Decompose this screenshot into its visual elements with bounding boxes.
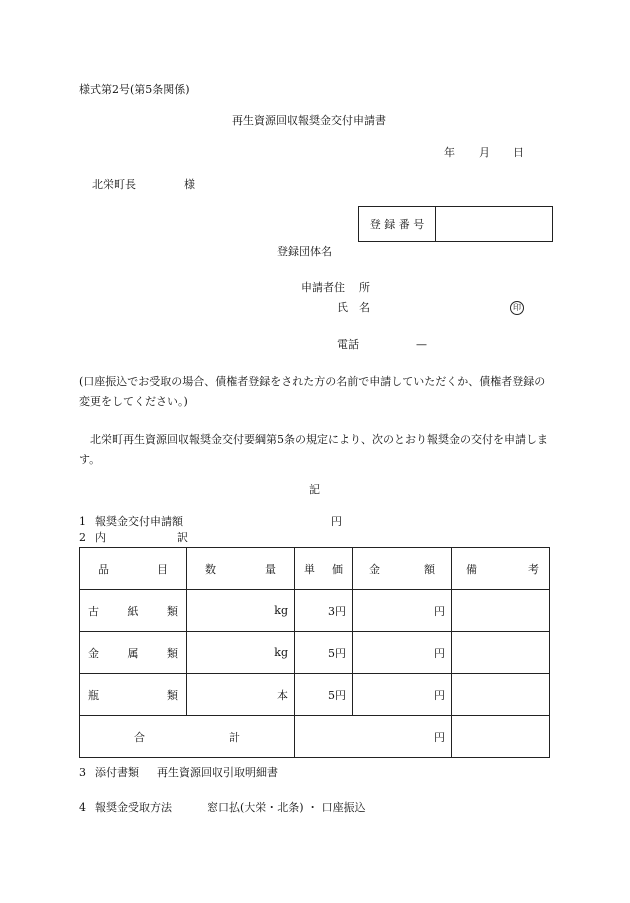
applicant-address-suffix: 所 bbox=[359, 281, 370, 294]
row-item-char: 瓶 bbox=[88, 688, 99, 702]
total-label-char-1: 合 bbox=[134, 730, 145, 744]
row-unit-price: 5円 bbox=[295, 674, 353, 716]
addressee-honorific: 様 bbox=[184, 178, 195, 191]
header-amount bbox=[353, 548, 452, 590]
table-total-row bbox=[80, 716, 550, 758]
row-remarks-field[interactable] bbox=[452, 674, 550, 716]
applicant-name-label-2: 名 bbox=[359, 301, 370, 314]
total-amount-field[interactable]: 円 bbox=[295, 716, 452, 758]
header-item bbox=[80, 548, 187, 590]
registration-number-field[interactable] bbox=[436, 207, 553, 242]
item4-options: 窓口払(大栄・北条) ・ 口座振込 bbox=[207, 801, 366, 814]
seal-mark-glyph: 印 bbox=[510, 301, 524, 315]
header-quantity-char-2: 量 bbox=[265, 562, 276, 576]
header-unit-price-char-1: 単 bbox=[304, 562, 315, 576]
row-quantity-field[interactable]: 本 bbox=[187, 674, 295, 716]
item4-number: 4 bbox=[79, 801, 86, 814]
registration-number-label: 登 録 番 号 bbox=[359, 207, 436, 242]
row-amount-field[interactable]: 円 bbox=[353, 632, 452, 674]
header-item-char-1: 品 bbox=[98, 562, 109, 576]
item1-label: 報奨金交付申請額 bbox=[95, 515, 183, 528]
row-quantity-field[interactable]: kg bbox=[187, 590, 295, 632]
application-body-text bbox=[79, 430, 555, 470]
row-amount-field[interactable]: 円 bbox=[353, 674, 452, 716]
org-name-label: 登録団体名 bbox=[277, 245, 332, 258]
header-amount-char-1: 金 bbox=[369, 562, 380, 576]
registration-number-box bbox=[358, 206, 553, 242]
applicant-name-label-1: 氏 bbox=[337, 301, 348, 314]
item3-label: 添付書類 bbox=[95, 766, 139, 779]
item2-label-b: 訳 bbox=[177, 531, 188, 544]
body-text-content: 北栄町再生資源回収報奨金交付要綱第5条の規定により、次のとおり報奨金の交付を申請します。 bbox=[79, 433, 548, 466]
header-item-char-2: 目 bbox=[157, 562, 168, 576]
table-row bbox=[80, 632, 550, 674]
row-unit-price: 3円 bbox=[295, 590, 353, 632]
applicant-address-label: 申請者住 bbox=[301, 281, 345, 294]
date-year: 年 bbox=[444, 146, 455, 159]
header-remarks bbox=[452, 548, 550, 590]
row-quantity-field[interactable]: kg bbox=[187, 632, 295, 674]
document-title: 再生資源回収報奨金交付申請書 bbox=[232, 114, 386, 127]
item4-label: 報奨金受取方法 bbox=[95, 801, 172, 814]
item3-value: 再生資源回収引取明細書 bbox=[157, 766, 278, 779]
row-item-char: 類 bbox=[167, 688, 178, 702]
phone-label: 電話 bbox=[337, 338, 359, 351]
addressee-name: 北栄町長 bbox=[92, 178, 136, 191]
row-item bbox=[80, 674, 187, 716]
row-remarks-field[interactable] bbox=[452, 590, 550, 632]
header-quantity-char-1: 数 bbox=[205, 562, 216, 576]
row-amount-field[interactable]: 円 bbox=[353, 590, 452, 632]
table-row bbox=[80, 674, 550, 716]
row-item-char: 属 bbox=[127, 646, 139, 660]
form-number: 様式第2号(第5条関係) bbox=[79, 83, 190, 96]
total-label-char-2: 計 bbox=[229, 730, 240, 744]
seal-mark bbox=[510, 301, 524, 315]
row-item-char: 古 bbox=[88, 604, 99, 618]
row-remarks-field[interactable] bbox=[452, 632, 550, 674]
phone-dash: — bbox=[416, 338, 427, 351]
row-item-char: 類 bbox=[167, 604, 178, 618]
date-month: 月 bbox=[479, 146, 490, 159]
item1-number: 1 bbox=[79, 515, 86, 528]
total-remarks-field[interactable] bbox=[452, 716, 550, 758]
total-label bbox=[80, 716, 295, 758]
row-item bbox=[80, 590, 187, 632]
item2-label-a: 内 bbox=[95, 531, 106, 544]
table-row bbox=[80, 590, 550, 632]
header-unit-price-char-2: 価 bbox=[332, 562, 343, 576]
header-quantity bbox=[187, 548, 295, 590]
header-amount-char-2: 額 bbox=[424, 562, 435, 576]
table-header-row bbox=[80, 548, 550, 590]
header-unit-price bbox=[295, 548, 353, 590]
header-remarks-char-2: 考 bbox=[528, 562, 539, 576]
row-item-char: 金 bbox=[88, 646, 99, 660]
row-item-char: 紙 bbox=[127, 604, 139, 618]
item2-number: 2 bbox=[79, 531, 86, 544]
breakdown-table bbox=[79, 547, 550, 758]
account-transfer-note: (口座振込でお受取の場合、債権者登録をされた方の名前で申請していただくか、債権者登録の変更をしてください。) bbox=[79, 375, 546, 408]
item3-number: 3 bbox=[79, 766, 86, 779]
date-day: 日 bbox=[513, 146, 524, 159]
item1-yen-unit: 円 bbox=[331, 515, 342, 528]
ki-heading: 記 bbox=[309, 483, 320, 496]
row-item bbox=[80, 632, 187, 674]
row-item-char: 類 bbox=[167, 646, 178, 660]
row-unit-price: 5円 bbox=[295, 632, 353, 674]
header-remarks-char-1: 備 bbox=[466, 562, 477, 576]
